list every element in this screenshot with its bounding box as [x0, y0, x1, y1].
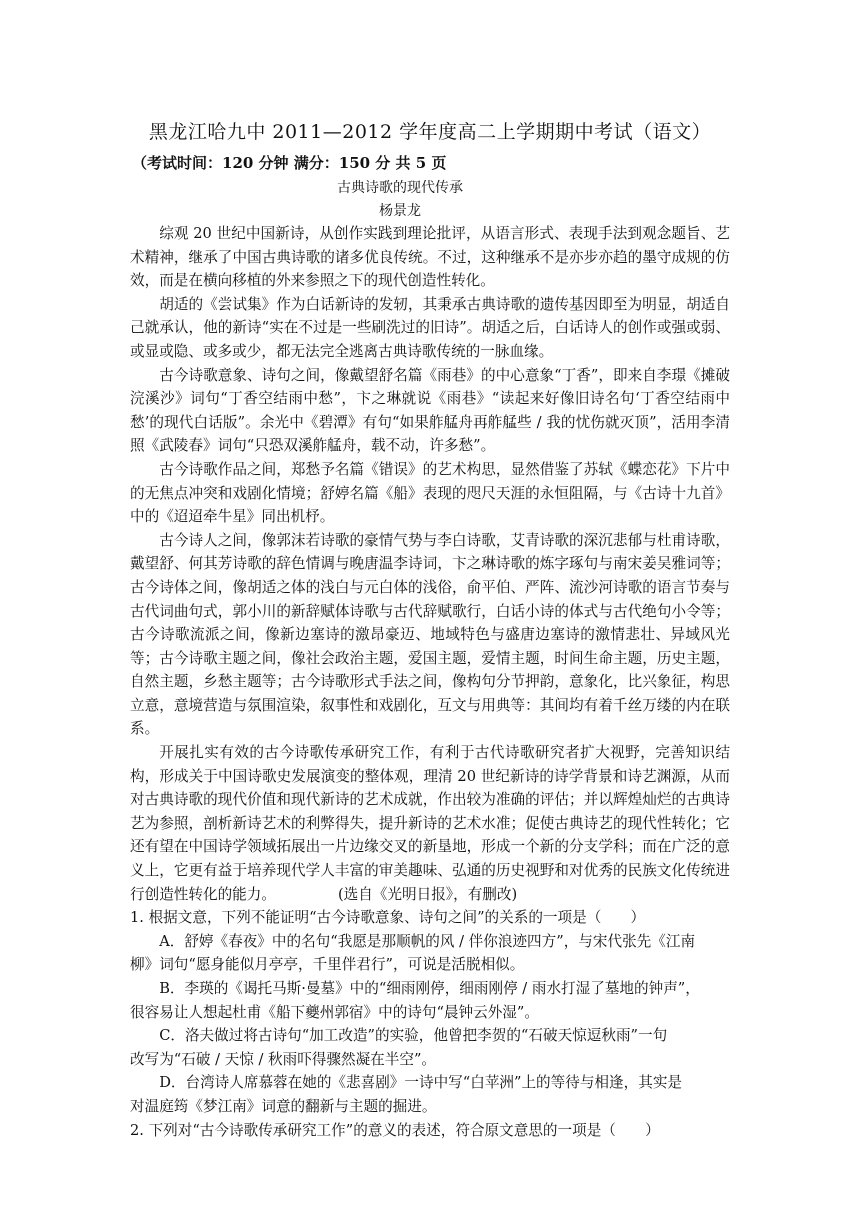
article-source: (选自《光明日报》，有删改)	[337, 885, 518, 903]
article-title: 古典诗歌的现代传承	[337, 180, 463, 196]
option-line: D．台湾诗人席慕蓉在她的《悲喜剧》一诗中写“白苹洲”上的等待与相逢，其实是	[159, 1074, 683, 1092]
question-1-option-a	[130, 930, 730, 977]
question-1-stem: 1. 根据文意，下列不能证明“古今诗歌意象、诗句之间”的关系的一项是（ ）	[130, 909, 646, 927]
article-author: 杨景龙	[379, 203, 421, 219]
paragraph: 综观 20 世纪中国新诗，从创作实践到理论批评，从语言形式、表现手法到观念题旨、艺术精神，继承了中国古典诗歌的诸多优良传统。不过，这种继承不是亦步亦趋的墨守成规的仿效，而是在横向移植的外来参照之下的现代创造性转化。	[130, 225, 730, 290]
option-line: B．李瑛的《谒托马斯·曼墓》中的“细雨刚停，细雨刚停 / 雨水打湿了墓地的钟声”，	[159, 980, 700, 997]
exam-title: 黑龙江哈九中 2011—2012 学年度高二上学期期中考试（语文）	[148, 121, 712, 143]
article-body	[130, 222, 730, 1142]
option-line: 柳》词句“愿身能似月亭亭，千里伴君行”，可说是活脱相似。	[130, 956, 525, 974]
option-line: 改写为“石破 / 天惊 / 秋雨吓得骤然凝在半空”。	[130, 1050, 437, 1068]
question-1-option-d	[130, 1071, 730, 1118]
paragraph-text: 开展扎实有效的古今诗歌传承研究工作，有利于古代诗歌研究者扩大视野，完善知识结构，形成关于中国诗歌史发展演变的整体观，理清 20 世纪新诗的诗学背景和诗艺渊源，从而对古典诗歌的现代价值和现代新诗的艺术成就，作出较为准确的评估；并以辉煌灿烂的古典诗艺为参照，剖析新诗艺术的利弊得失，提升新诗的艺术水准；促使古典诗艺的现代性转化；它还有望在中国诗学领域拓展出一片边缘交叉的新垦地，形成一个新的分支学科；而在广泛的意义上，它更有益于培养现代学人丰富的审美趣味、弘通的历史视野和对优秀的民族文化传统进行创造性转化的能力。	[130, 744, 730, 903]
option-line: 很容易让人想起杜甫《船下夔州郭宿》中的诗句“晨钟云外湿”。	[130, 1003, 539, 1021]
exam-meta: （考试时间：120 分钟 满分：150 分 共 5 页	[132, 154, 447, 172]
paragraph: 古今诗人之间，像郭沫若诗歌的豪情气势与李白诗歌，艾青诗歌的深沉悲郁与杜甫诗歌，戴望舒、何其芳诗歌的辞色情调与晚唐温李诗词，卞之琳诗歌的炼字琢句与南宋姜吴雅词等；古今诗体之间，像胡适之体的浅白与元白体的浅俗，俞平伯、严阵、流沙河诗歌的语言节奏与古代词曲句式，郭小川的新辞赋体诗歌与古代辞赋歌行，白话小诗的体式与古代绝句小令等；古今诗歌流派之间，像新边塞诗的激昂豪迈、地域特色与盛唐边塞诗的激情悲壮、异域风光等；古今诗歌主题之间，像社会政治主题，爱国主题，爱情主题，时间生命主题，历史主题，自然主题，乡愁主题等；古今诗歌形式手法之间，像构句分节押韵，意象化，比兴象征，构思立意，意境营造与氛围渲染，叙事性和戏剧化，互文与用典等：其间均有着千丝万缕的内在联系。	[130, 531, 730, 738]
option-line: 对温庭筠《梦江南》词意的翻新与主题的掘进。	[130, 1097, 437, 1115]
option-line: C．洛夫做过将古诗句“加工改造”的实验，他曾把李贺的“石破天惊逗秋雨”一句	[159, 1027, 668, 1045]
paragraph-last	[130, 741, 730, 906]
question-2-stem: 2. 下列对“古今诗歌传承研究工作”的意义的表述，符合原文意思的一项是（ ）	[130, 1121, 660, 1139]
paragraph: 古今诗歌意象、诗句之间，像戴望舒名篇《雨巷》的中心意象“丁香”，即来自李璟《摊破浣溪沙》词句“丁香空结雨中愁”，卞之琳就说《雨巷》“读起来好像旧诗名句‘丁香空结雨中愁’的现代白话版”。余光中《碧潭》有句“如果舴艋舟再舴艋些 / 我的忧伤就灭顶”，活用李清照《武陵春》词句“只恐双溪舴艋舟，载不动，许多愁”。	[130, 366, 730, 455]
paragraph: 古今诗歌作品之间，郑愁予名篇《错误》的艺术构思，显然借鉴了苏轼《蝶恋花》下片中的无焦点冲突和戏剧化情境；舒婷名篇《船》表现的咫尺天涯的永恒阻隔，与《古诗十九首》中的《迢迢牵牛星》同出机杼。	[130, 460, 730, 526]
question-1-option-b	[130, 977, 730, 1024]
paragraph: 胡适的《尝试集》作为白话新诗的发轫，其秉承古典诗歌的遗传基因即至为明显，胡适自己就承认，他的新诗“实在不过是一些刷洗过的旧诗”。胡适之后，白话诗人的创作或强或弱、或显或隐、或多或少，都无法完全逃离古典诗歌传统的一脉血缘。	[130, 295, 730, 360]
option-line: A．舒婷《春夜》中的名句“我愿是那顺帆的风 / 伴你浪迹四方”，与宋代张先《江南	[159, 932, 696, 950]
question-1-option-c	[130, 1024, 730, 1071]
